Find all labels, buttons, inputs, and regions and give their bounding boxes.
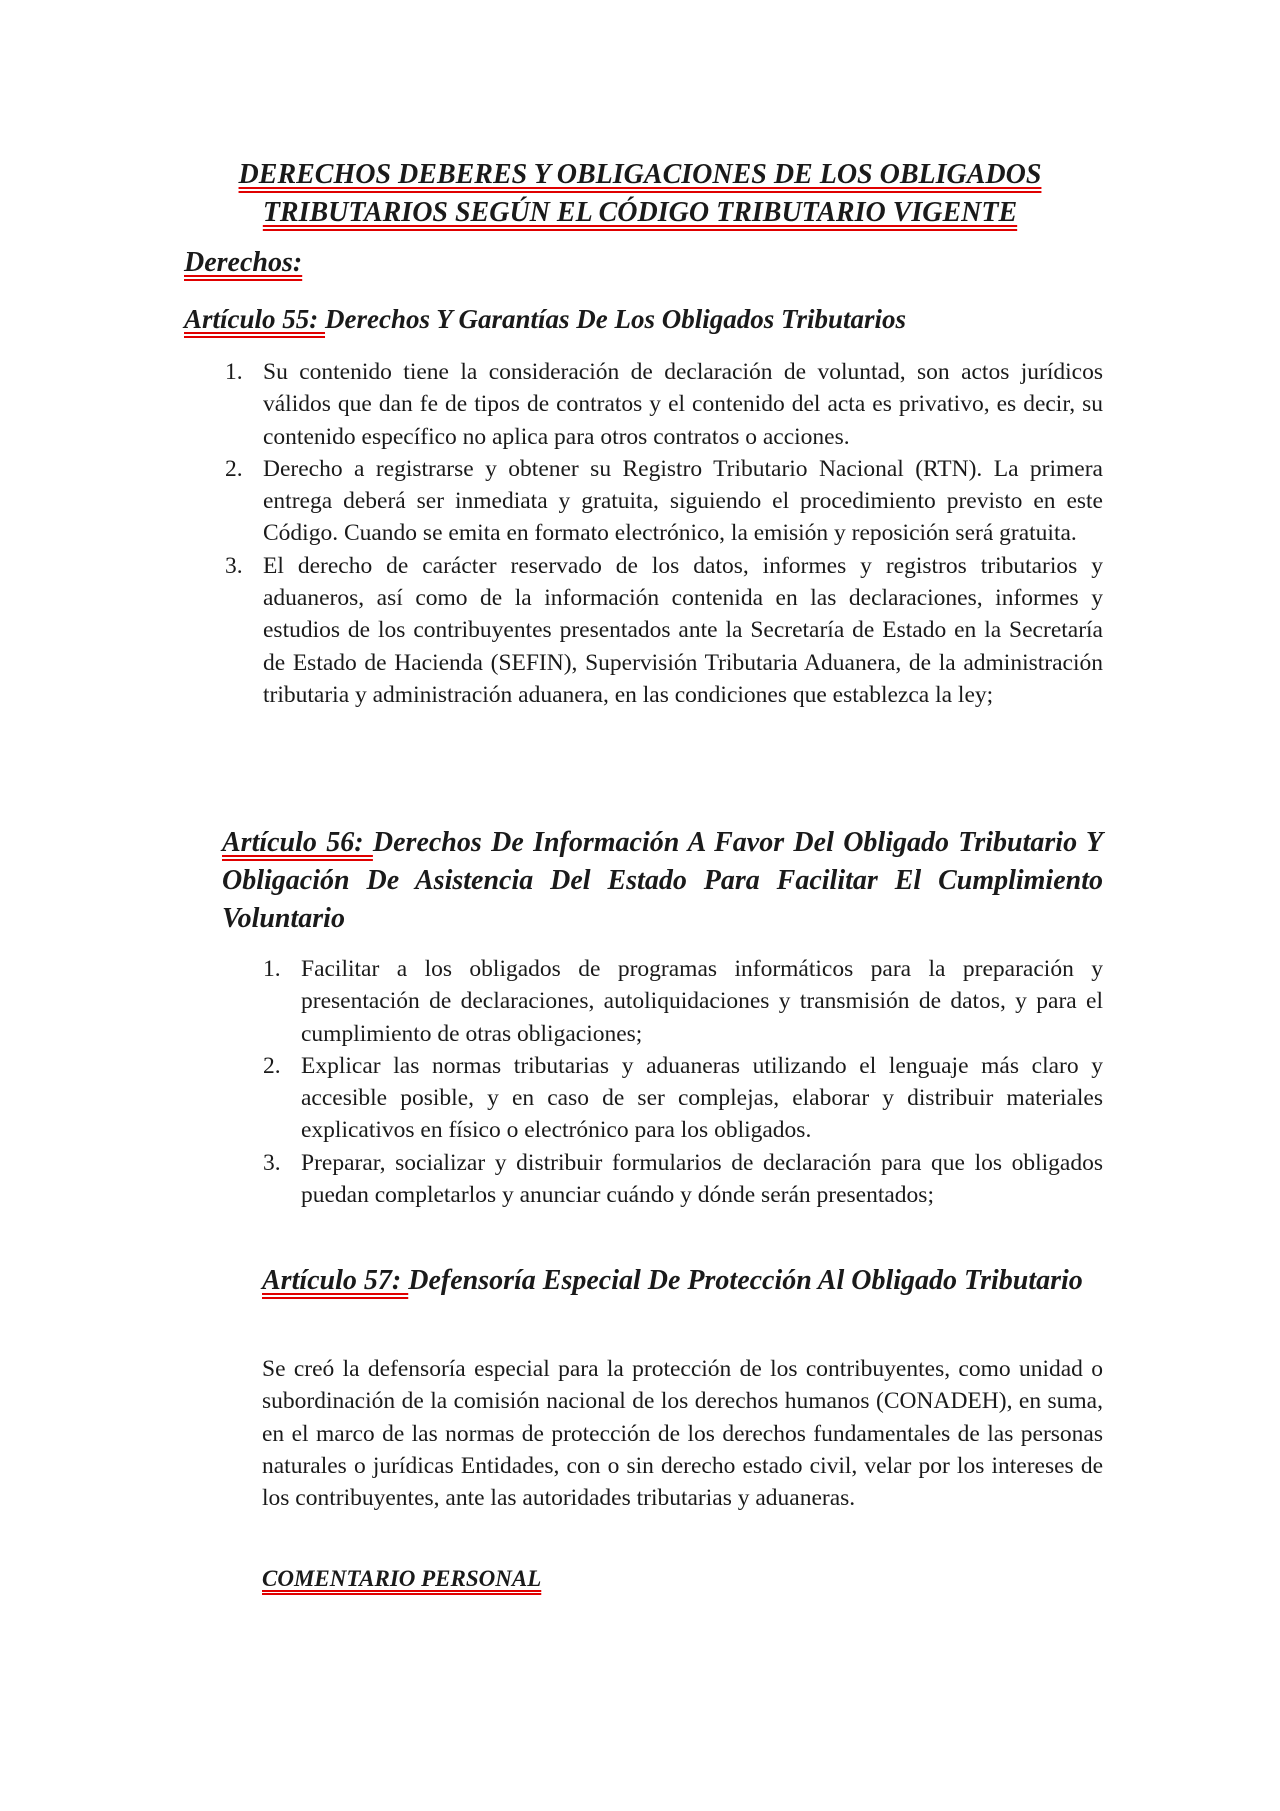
article-57-title: Defensoría Especial De Protección Al Obligado Tributario bbox=[408, 1265, 1083, 1296]
article-55-title: Derechos Y Garantías De Los Obligados Tributarios bbox=[325, 304, 907, 334]
list-item: 2. Explicar las normas tributarias y aduaneras utilizando el lenguaje más claro y accesible posible, y en caso de ser complejas, elaborar y distribuir materiales explicativos en físico o electrónico para los obligados. bbox=[263, 1052, 1103, 1144]
article-56-title: Derechos De Información A Favor Del Obligado Tributario Y Obligación De Asistencia Del Estado Para Facilitar El Cumplimiento Voluntario bbox=[222, 827, 1103, 934]
article-56-list bbox=[263, 953, 1103, 1211]
list-item: 1. Su contenido tiene la consideración de declaración de voluntad, son actos jurídicos válidos que dan fe de tipos de contratos y el contenido del acta es privativo, es decir, su contenido específico no aplica para otros contratos o acciones. bbox=[225, 359, 1103, 450]
article-56-prefix: Artículo 56: bbox=[222, 827, 373, 858]
list-item: 2. Derecho a registrarse y obtener su Registro Tributario Nacional (RTN). La primera entrega deberá ser inmediata y gratuita, siguiendo el procedimiento previsto en este Código. Cuando se emita en formato electrónico, la emisión y reposición será gratuita. bbox=[225, 455, 1103, 547]
list-item: 3. Preparar, socializar y distribuir formularios de declaración para que los obligados puedan completarlos y anunciar cuándo y dónde serán presentados; bbox=[263, 1149, 1103, 1209]
document-title bbox=[150, 156, 1130, 232]
article-57-paragraph: Se creó la defensoría especial para la protección de los contribuyentes, como unidad o subordinación de la comisión nacional de los derechos humanos (CONADEH), en suma, en el marco de las normas de protección de los derechos fundamentales de las personas naturales o jurídicas Entidades, con o sin derecho estado civil, velar por los intereses de los contribuyentes, ante las autoridades tributarias y aduaneras. bbox=[262, 1356, 1103, 1512]
title-line-1: DERECHOS DEBERES Y OBLIGACIONES DE LOS OBLIGADOS bbox=[238, 159, 1042, 190]
list-item: 1. Facilitar a los obligados de programas informáticos para la preparación y presentación de declaraciones, autoliquidaciones y transmisión de datos, y para el cumplimiento de otras obligaciones; bbox=[263, 956, 1103, 1047]
article-56-heading bbox=[222, 824, 1103, 938]
section-label-derechos: Derechos: bbox=[184, 247, 303, 278]
comment-label: COMENTARIO PERSONAL bbox=[262, 1566, 542, 1591]
article-57-heading bbox=[262, 1262, 1103, 1300]
article-55-list bbox=[225, 356, 1103, 711]
article-55-prefix: Artículo 55: bbox=[184, 304, 326, 334]
title-line-2: TRIBUTARIOS SEGÚN EL CÓDIGO TRIBUTARIO VIGENTE bbox=[262, 197, 1018, 228]
list-item: 3. El derecho de carácter reservado de los datos, informes y registros tributarios y aduaneros, así como de la información contenida en las declaraciones, informes y estudios de los contribuyentes presentados ante la Secretaría de Estado en la Secretaría de Estado de Hacienda (SEFIN), Supervisión Tributaria Aduanera, de la administración tributaria y administración aduanera, en las condiciones que establezca la ley; bbox=[225, 552, 1103, 708]
article-57-prefix: Artículo 57: bbox=[262, 1265, 409, 1296]
article-55-heading bbox=[184, 300, 1104, 338]
